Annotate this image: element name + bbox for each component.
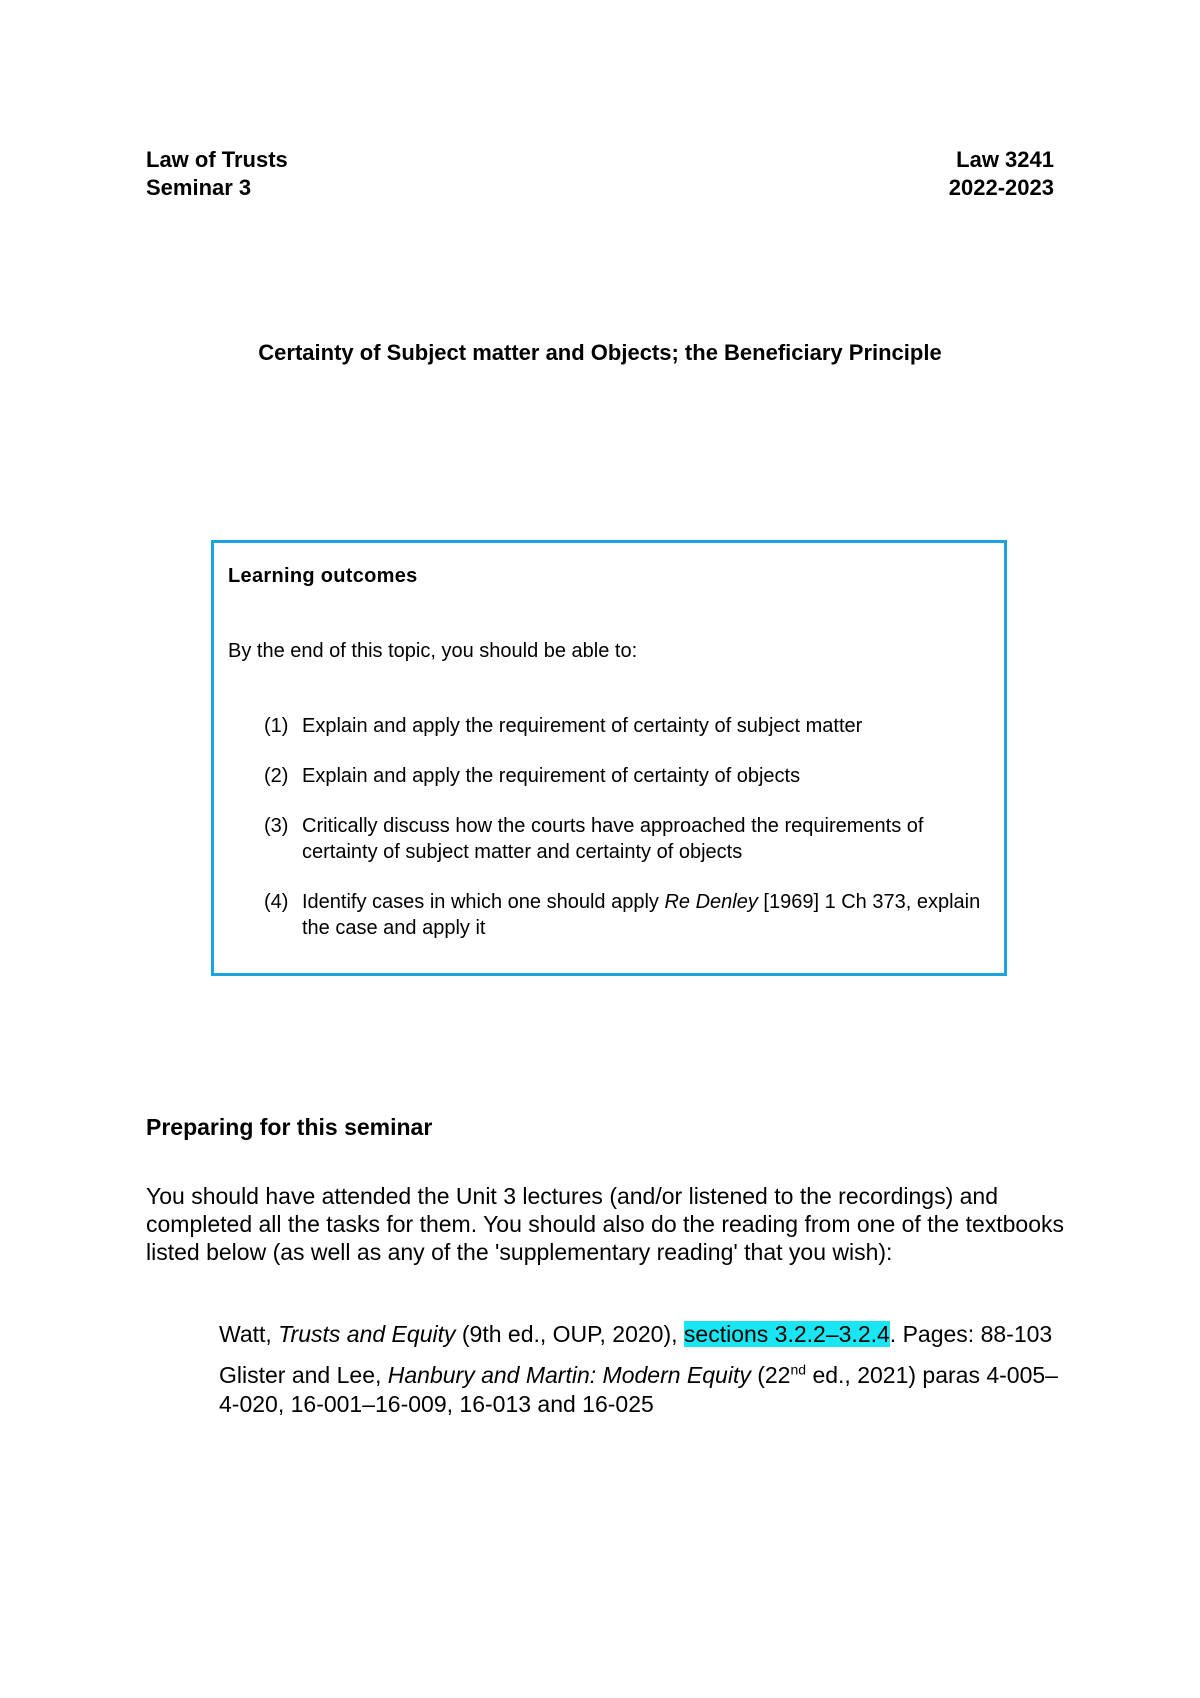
outcome-item [264, 813, 984, 865]
outcome-text: Explain and apply the requirement of certainty of subject matter [302, 715, 863, 737]
reading-book-title: Hanbury and Martin: Modern Equity [387, 1362, 751, 1388]
outcome-item [264, 763, 984, 789]
course-title: Law of Trusts [146, 147, 288, 172]
learning-outcomes-heading: Learning outcomes [228, 565, 418, 587]
reading-highlighted-sections: sections 3.2.2–3.2.4 [683, 1321, 890, 1347]
reading-edition: (22 [750, 1362, 791, 1388]
reading-paras: ed., 2021) paras 4-005–4-020, 16-001–16-009, 16-013 and 16-025 [219, 1362, 1058, 1417]
learning-outcomes-intro: By the end of this topic, you should be able to: [228, 640, 638, 662]
preparing-heading: Preparing for this seminar [146, 1114, 433, 1140]
outcome-number: (2) [264, 765, 289, 787]
reading-author: Glister and Lee, [219, 1362, 388, 1388]
outcome-item [264, 713, 984, 739]
reading-details: (9th ed., OUP, 2020), [455, 1321, 684, 1347]
academic-year: 2022-2023 [948, 175, 1054, 200]
learning-outcomes-list [264, 713, 984, 965]
reading-author: Watt, [219, 1321, 279, 1347]
outcome-number: (3) [264, 815, 289, 837]
outcome-number: (4) [264, 891, 289, 913]
reading-list [219, 1320, 1069, 1431]
learning-outcomes-box [211, 540, 1007, 976]
header-left [146, 146, 288, 202]
outcome-text: Explain and apply the requirement of certainty of objects [302, 765, 801, 787]
reading-item [219, 1361, 1069, 1419]
outcome-text [302, 889, 984, 941]
page-title: Certainty of Subject matter and Objects; the Beneficiary Principle [258, 340, 942, 365]
reading-book-title: Trusts and Equity [278, 1321, 456, 1347]
course-code: Law 3241 [956, 147, 1054, 172]
outcome-number: (1) [264, 715, 289, 737]
case-name: Re Denley [664, 891, 758, 913]
reading-item [219, 1320, 1069, 1349]
outcome-text-after: [1969] 1 Ch 373, explain the case and apply it [302, 891, 981, 939]
outcome-text-before: Identify cases in which one should apply [302, 891, 665, 913]
seminar-number: Seminar 3 [146, 175, 252, 200]
header-right [949, 146, 1054, 202]
reading-pages: . Pages: 88-103 [889, 1321, 1053, 1347]
preparing-paragraph: You should have attended the Unit 3 lectures (and/or listened to the recordings) and completed all the tasks for them. You should also do the reading from one of the textbooks listed below (as well as any of the 'supplementary reading' that you wish): [146, 1183, 1065, 1265]
reading-edition-suffix: nd [790, 1361, 807, 1378]
outcome-item [264, 889, 984, 941]
outcome-text: Critically discuss how the courts have approached the requirements of certainty of subject matter and certainty of objects [302, 815, 924, 863]
